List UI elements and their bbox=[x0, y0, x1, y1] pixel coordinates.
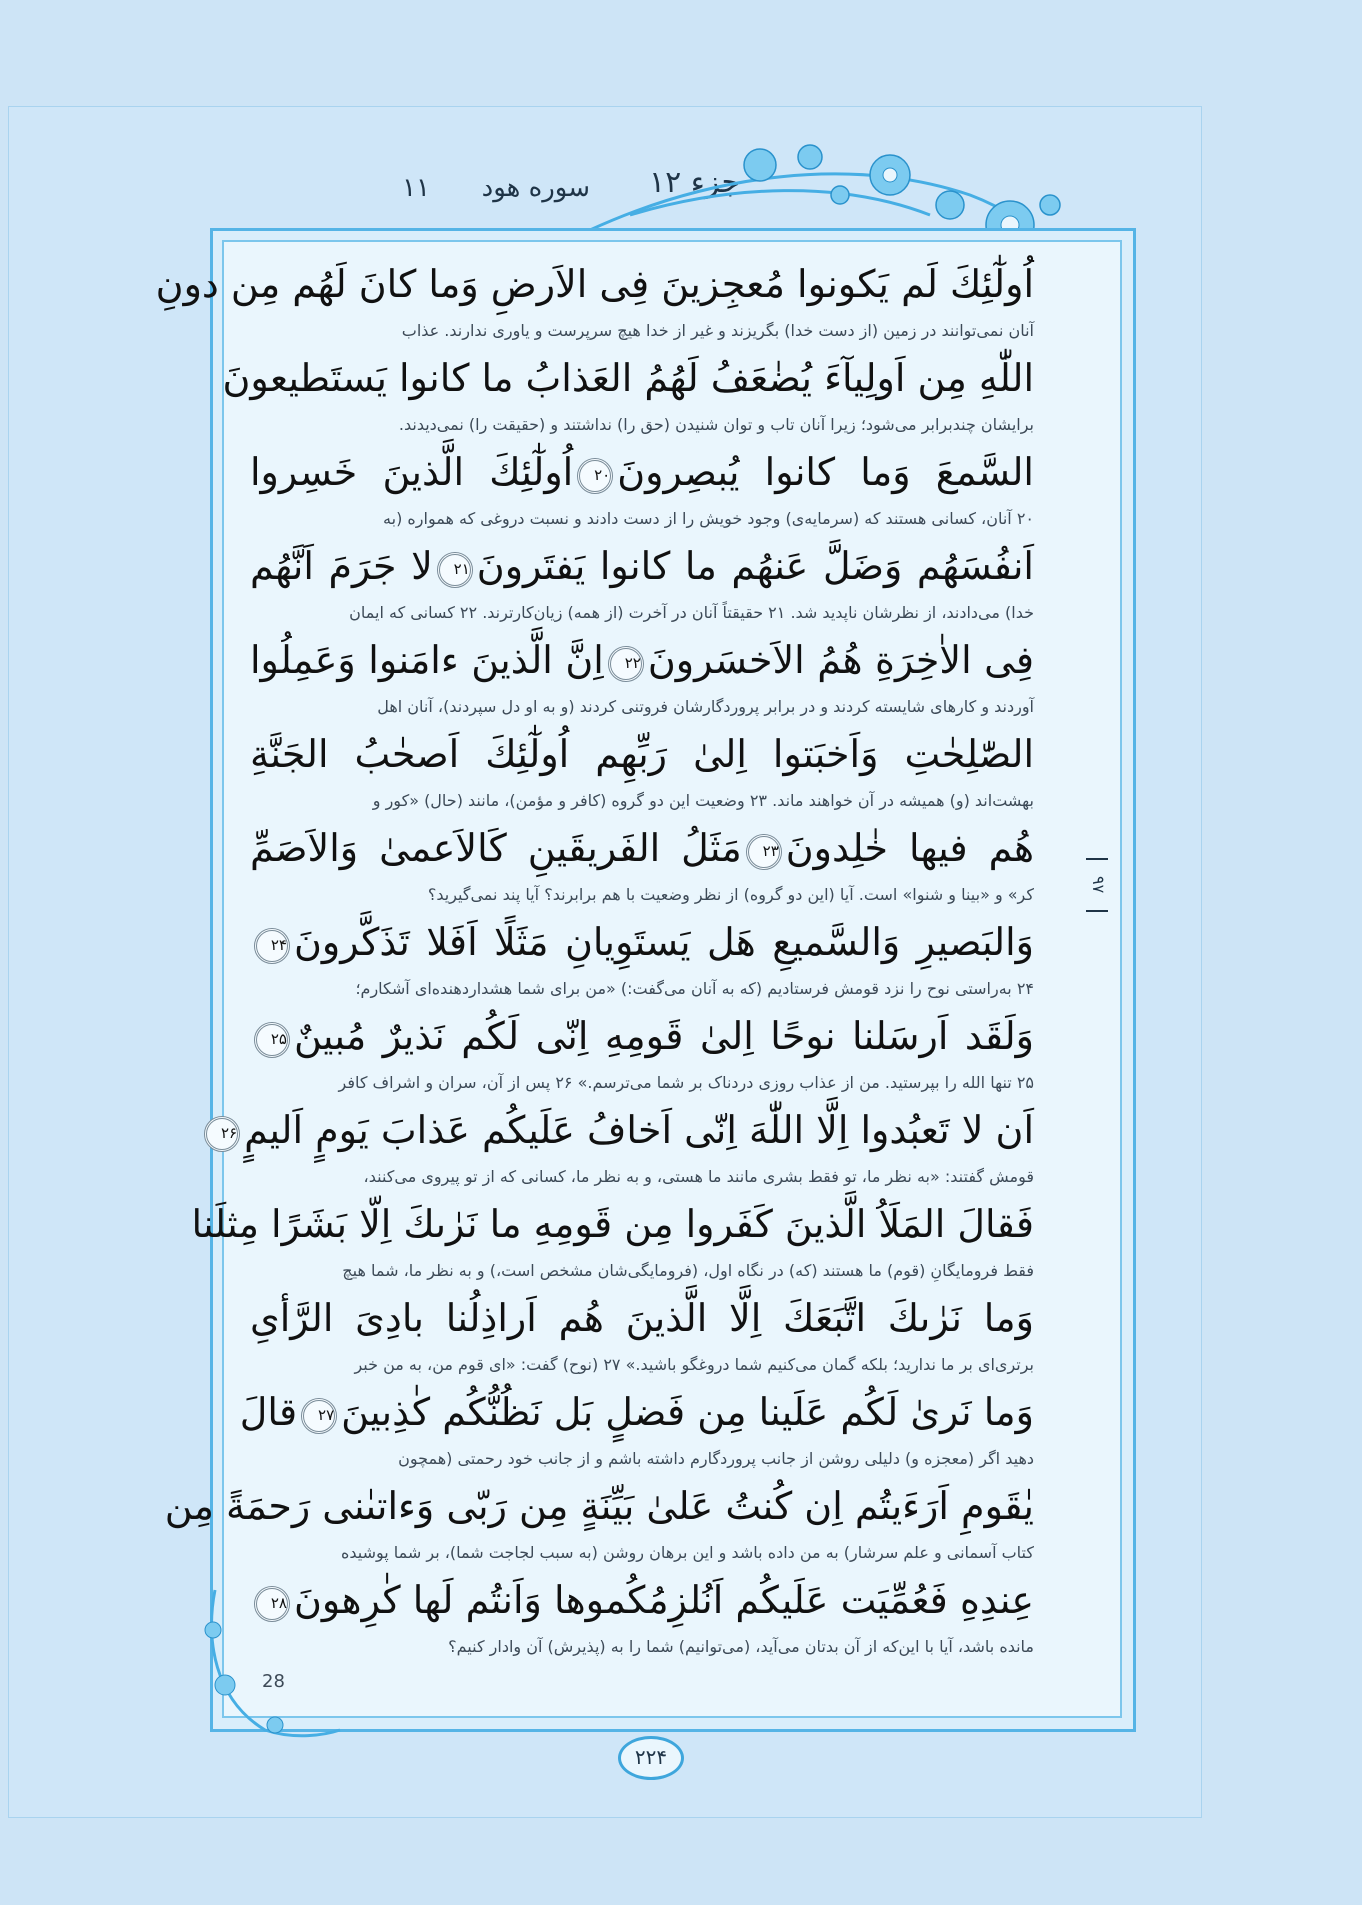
surah-label: سوره هود bbox=[481, 173, 590, 203]
quran-text-block bbox=[155, 258, 1035, 1668]
translation-line bbox=[250, 1438, 1034, 1480]
juz-label: جزء ۱۲ bbox=[649, 165, 740, 200]
verse-line bbox=[191, 1198, 1034, 1250]
translation-line bbox=[250, 404, 1034, 446]
translation-text: مانده باشد، آیا با این‌که از آن بدتان می‌آید، (می‌توانیم) شما را به (پذیرش) آن وادار کنیم؟ bbox=[448, 1637, 1034, 1656]
verse-line bbox=[250, 1010, 1034, 1062]
ayah-number-marker: ۲۷ bbox=[301, 1398, 337, 1434]
translation-line bbox=[250, 1062, 1034, 1104]
translation-line bbox=[250, 1344, 1034, 1386]
verse-text: وَلَقَد اَرسَلنا نوحًا اِلىٰ قَومِهِ اِنّى لَكُم نَذيرٌ مُبينٌ bbox=[294, 1014, 1034, 1058]
translation-text: ۲۴ به‌راستی نوح را نزد قومش فرستادیم (که به آنان می‌گفت:) «من برای شما هشداردهنده‌ای آشکارم؛ bbox=[355, 979, 1034, 998]
translation-line bbox=[250, 874, 1034, 916]
translation-line bbox=[250, 1532, 1034, 1574]
verse-text: وَما نَرىٰ لَكُم عَلَينا مِن فَضلٍ بَل نَظُنُّكُم كٰذِبينَ bbox=[341, 1390, 1034, 1434]
translation-text: بهشت‌اند (و) همیشه در آن خواهند ماند. ۲۳ وضعیت این دو گروه (کافر و مؤمن)، مانند (حال) «کور و bbox=[372, 791, 1034, 810]
translation-text: دهید اگر (معجزه و) دلیلی روشن از جانب پروردگارم داشته باشم و از جانب خود رحمتی (همچون bbox=[398, 1449, 1034, 1468]
translation-text: فقط فرومایگانِ (قوم) ما هستند (که) در نگاه اول، (فرومایگی‌شان مشخص است،) و به نظر ما، شما هیچ bbox=[342, 1261, 1034, 1280]
translation-text: برایشان چندبرابر می‌شود؛ زیرا آنان تاب و توان شنیدن (حق را) نداشتند و (حقیقت را) نمی‌دیدند. bbox=[398, 415, 1034, 434]
verse-line bbox=[250, 916, 1034, 968]
ayah-number-marker: ۲۸ bbox=[254, 1586, 290, 1622]
translation-text: برتری‌ای بر ما ندارید؛ بلکه گمان می‌کنیم شما دروغگو باشید.» ۲۷ (نوح) گفت: «ای قوم من، به من خبر bbox=[354, 1355, 1034, 1374]
verse-line bbox=[250, 822, 1034, 874]
verse-line bbox=[250, 446, 1034, 498]
verse-text: فِى الاٰخِرَةِ هُمُ الاَخسَرونَ bbox=[647, 638, 1035, 682]
translation-line bbox=[250, 1250, 1034, 1292]
verse-line bbox=[250, 1574, 1034, 1626]
ayah-number-marker: ۲۰ bbox=[577, 458, 613, 494]
verse-text: هُم فيها خٰلِدونَ bbox=[785, 826, 1034, 870]
verse-text: الصّٰلِحٰتِ وَاَخبَتوا اِلىٰ رَبِّهِم اُولٰٓئِكَ اَصحٰبُ الجَنَّةِ bbox=[250, 732, 1034, 776]
verse-line bbox=[155, 258, 1034, 310]
translation-line bbox=[250, 780, 1034, 822]
verse-line bbox=[239, 1386, 1034, 1438]
translation-line bbox=[250, 310, 1034, 352]
hizb-marker: ۹۷ bbox=[1086, 858, 1108, 912]
translation-text: خدا) می‌دادند، از نظرشان ناپدید شد. ۲۱ حقیقتاً آنان در آخرت (از همه) زیان‌کارترند. ۲۲ کسانی که ایمان bbox=[349, 603, 1034, 622]
verse-text: اُولٰٓئِكَ لَم يَكونوا مُعجِزينَ فِى الاَرضِ وَما كانَ لَهُم مِن دونِ bbox=[155, 262, 1034, 306]
verse-text-continued: قالَ bbox=[239, 1390, 298, 1434]
verse-line bbox=[250, 1292, 1034, 1344]
verse-text-continued: لا جَرَمَ اَنَّهُم bbox=[250, 544, 433, 588]
translation-line bbox=[250, 592, 1034, 634]
verse-text: اَنفُسَهُم وَضَلَّ عَنهُم ما كانوا يَفتَرونَ bbox=[476, 544, 1034, 588]
translation-line bbox=[250, 1156, 1034, 1198]
translation-line bbox=[250, 1626, 1034, 1668]
ayah-number-marker: ۲۱ bbox=[437, 552, 473, 588]
verse-text: وَما نَرٰىكَ اتَّبَعَكَ اِلَّا الَّذينَ هُم اَراذِلُنا بادِىَ الرَّأىِ bbox=[250, 1296, 1034, 1340]
verse-text: اَن لا تَعبُدوا اِلَّا اللّٰهَ اِنّى اَخافُ عَلَيكُم عَذابَ يَومٍ اَليمٍ bbox=[244, 1108, 1034, 1152]
verse-line bbox=[250, 634, 1034, 686]
verse-line bbox=[221, 1104, 1034, 1156]
translation-text: کر» و «بینا و شنوا» است. آیا (این دو گروه) از نظر وضعیت با هم برابرند؟ آیا پند نمی‌گیرید؟ bbox=[427, 885, 1034, 904]
ayah-number-marker: ۲۵ bbox=[254, 1022, 290, 1058]
translation-text: کتاب آسمانی و علم سرشار) به من داده باشد و این برهان روشن (به سبب لجاجت شما)، بر شما پوشیده bbox=[340, 1543, 1034, 1562]
translation-line bbox=[250, 686, 1034, 728]
verse-text: فَقالَ المَلَاُ الَّذينَ كَفَروا مِن قَومِهِ ما نَرٰىكَ اِلّا بَشَرًا مِثلَنا bbox=[191, 1202, 1034, 1246]
ayah-number-marker: ۲۴ bbox=[254, 928, 290, 964]
translation-text: ۲۰ آنان، کسانی هستند که (سرمایه‌ی) وجود خویش را از دست دادند و نسبت دروغی که همواره (به bbox=[383, 509, 1034, 528]
translation-text: آنان نمی‌توانند در زمین (از دست خدا) بگریزند و غیر از خدا هیچ سرپرست و یاوری ندارند. عذاب bbox=[401, 321, 1034, 340]
verse-line bbox=[222, 352, 1034, 404]
translation-line bbox=[250, 498, 1034, 540]
ayah-number-marker: ۲۶ bbox=[204, 1116, 240, 1152]
verse-text: عِندِهِ فَعُمِّيَت عَلَيكُم اَنُلزِمُكُموها وَاَنتُم لَها كٰرِهونَ bbox=[294, 1578, 1034, 1622]
verse-text: وَالبَصيرِ وَالسَّميعِ هَل يَستَوِيانِ مَثَلًا اَفَلا تَذَكَّرونَ bbox=[294, 920, 1034, 964]
verse-text: يٰقَومِ اَرَءَيتُم اِن كُنتُ عَلىٰ بَيِّنَةٍ مِن رَبّى وَءاتىٰنى رَحمَةً مِن bbox=[164, 1484, 1034, 1528]
verse-text-continued: اِنَّ الَّذينَ ءامَنوا وَعَمِلُوا bbox=[250, 638, 604, 682]
verse-text-continued: مَثَلُ الفَريقَينِ كَالاَعمىٰ وَالاَصَمِّ bbox=[250, 826, 742, 870]
verse-text: اللّٰهِ مِن اَولِيآءَ يُضٰعَفُ لَهُمُ العَذابُ ما كانوا يَستَطيعونَ bbox=[222, 356, 1034, 400]
footer-ayah-number: 28 bbox=[262, 1671, 285, 1692]
verse-text: السَّمعَ وَما كانوا يُبصِرونَ bbox=[617, 450, 1034, 494]
page-number: ۲۲۴ bbox=[618, 1736, 684, 1780]
translation-text: آوردند و کارهای شایسته کردند و در برابر پروردگارشان فروتنی کردند (و به او دل سپردند)، آنان اهل bbox=[377, 697, 1034, 716]
verse-text-continued: اُولٰٓئِكَ الَّذينَ خَسِروا bbox=[250, 450, 574, 494]
translation-line bbox=[250, 968, 1034, 1010]
translation-text: ۲۵ تنها الله را بپرستید. من از عذاب روزی دردناک بر شما می‌ترسم.» ۲۶ پس از آن، سران و اشراف کافر bbox=[338, 1073, 1034, 1092]
ayah-number-marker: ۲۳ bbox=[746, 834, 782, 870]
surah-number: ۱۱ bbox=[402, 173, 430, 203]
page-number-badge bbox=[603, 1733, 693, 1779]
ayah-number-marker: ۲۲ bbox=[608, 646, 644, 682]
verse-line bbox=[250, 540, 1034, 592]
verse-line bbox=[250, 728, 1034, 780]
verse-line bbox=[164, 1480, 1034, 1532]
translation-text: قومش گفتند: «به نظر ما، تو فقط بشری مانند ما هستی، و به نظر ما، کسانی که از تو پیروی می‌کنند، bbox=[363, 1167, 1034, 1186]
